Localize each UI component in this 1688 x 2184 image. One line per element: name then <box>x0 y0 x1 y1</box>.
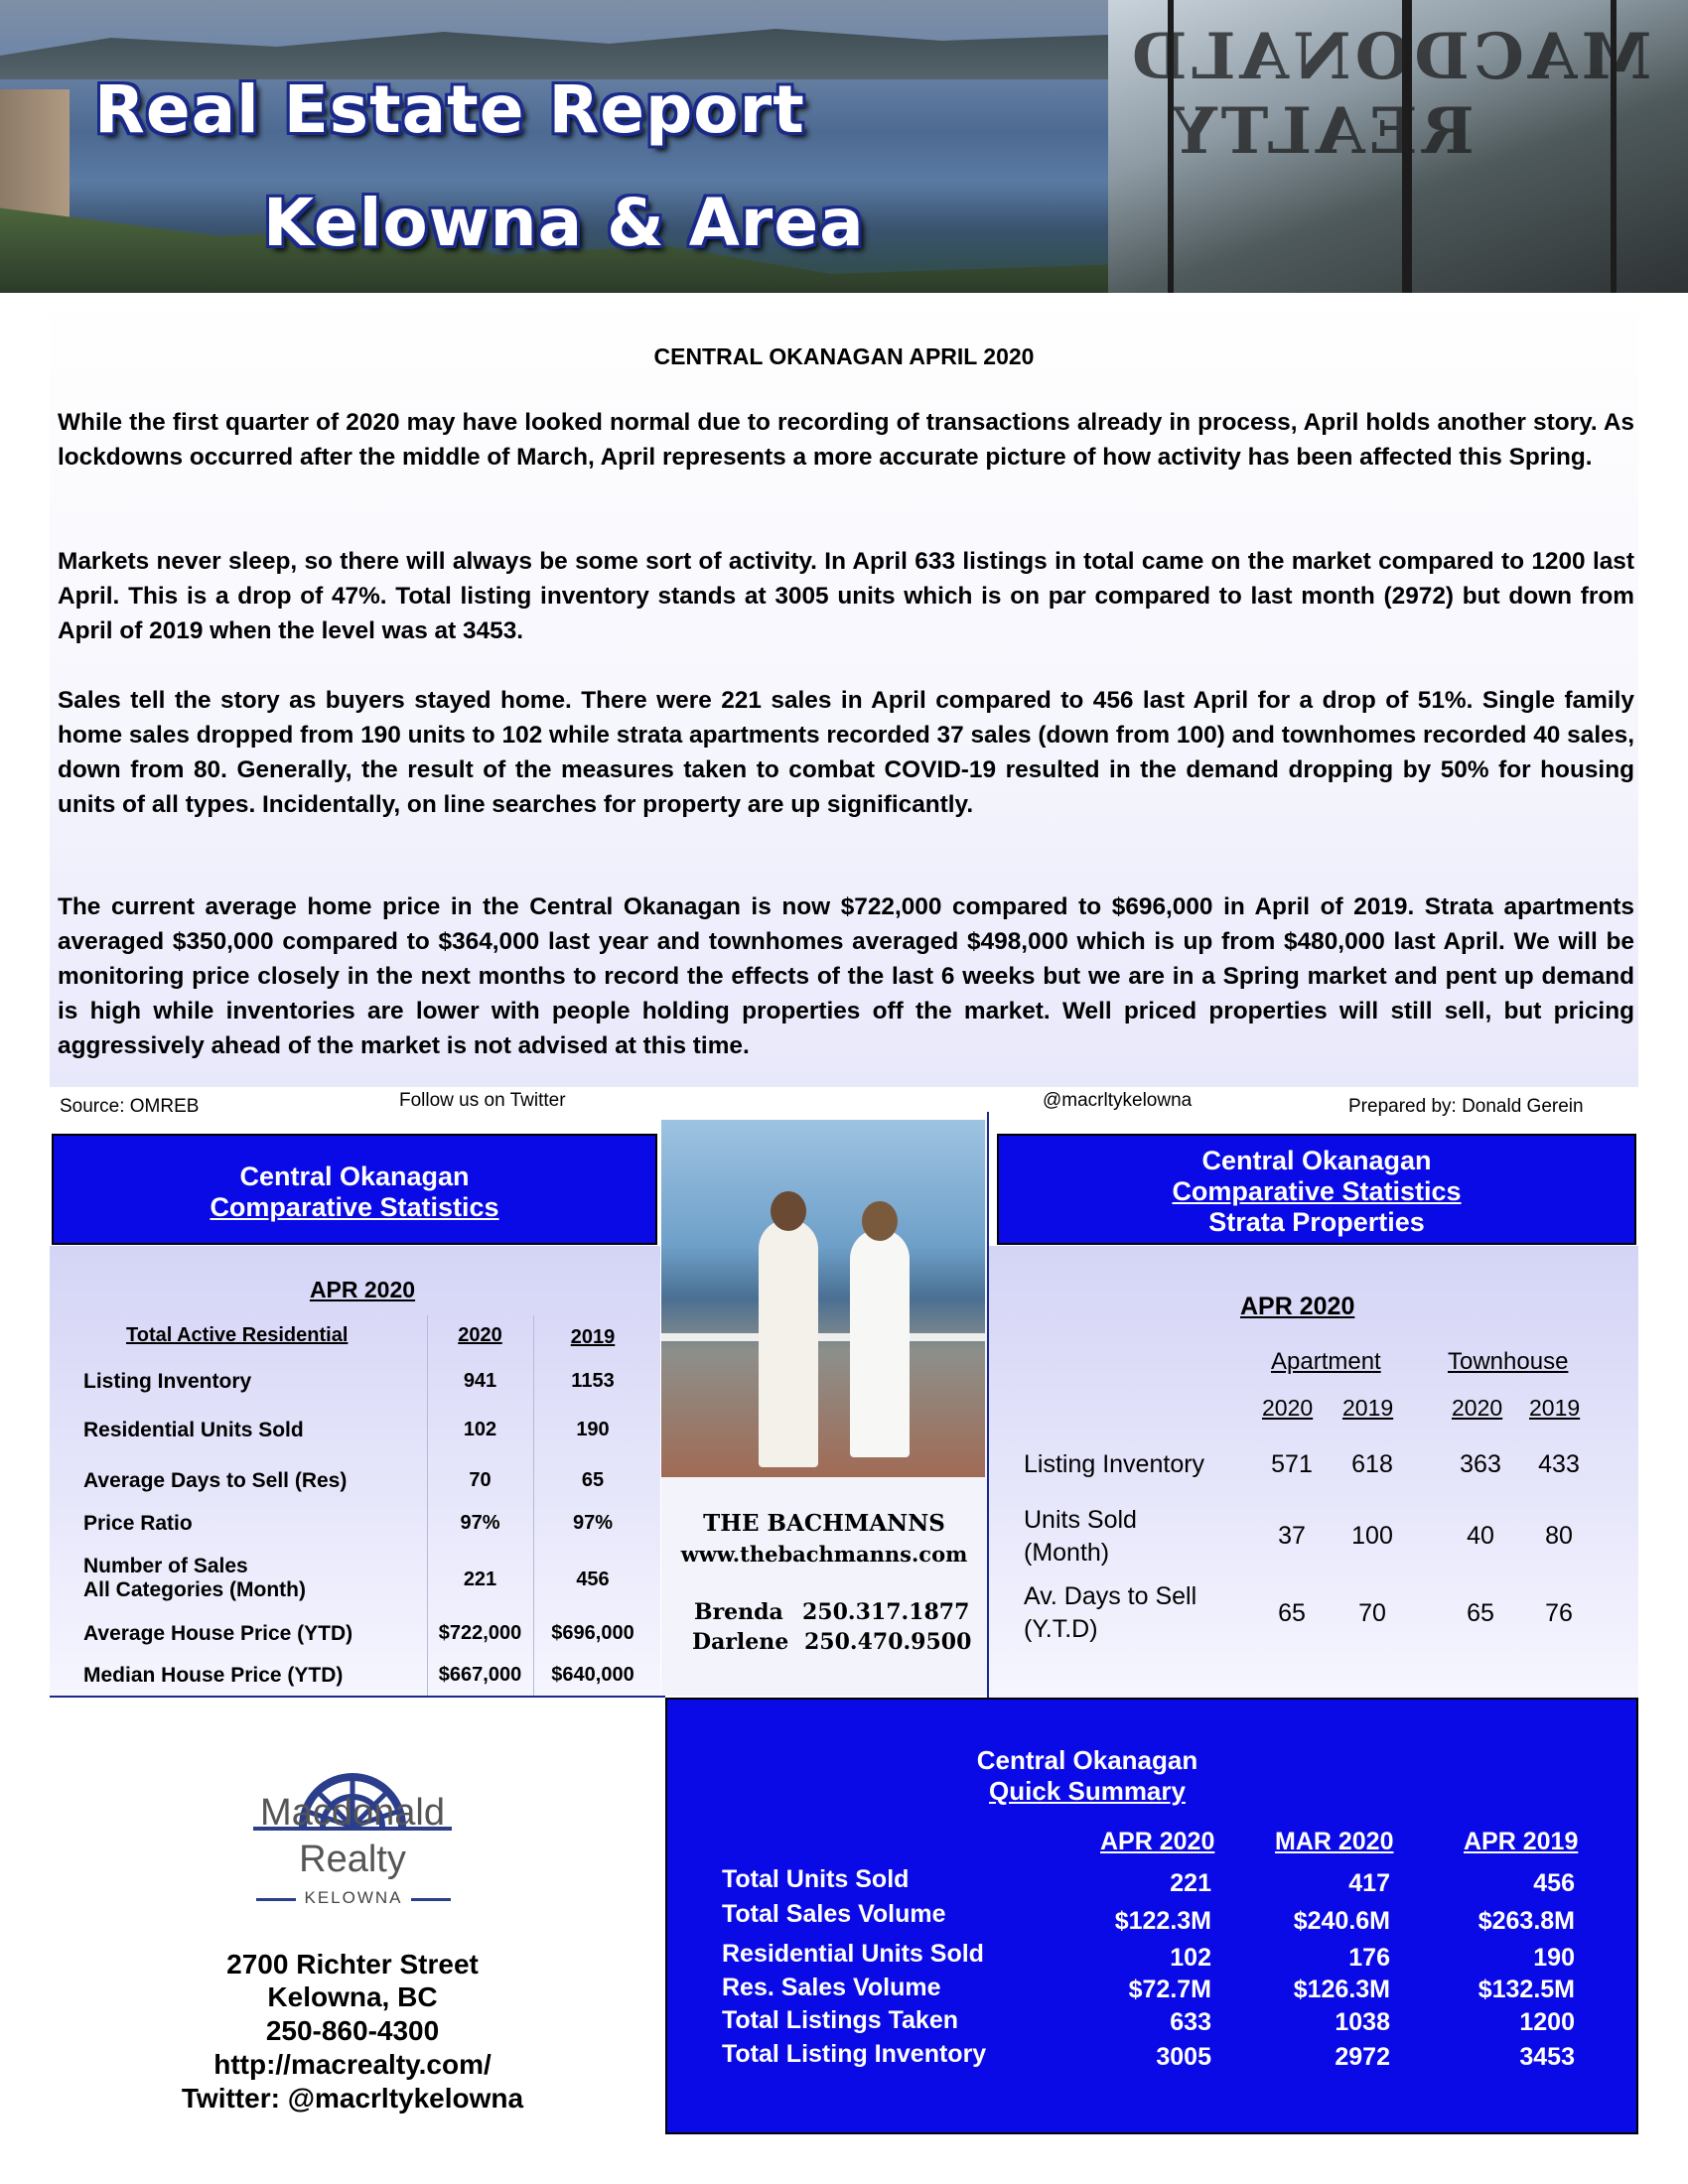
logo-rule-left <box>256 1898 296 1901</box>
summary-col-apr2019: APR 2019 <box>1464 1828 1579 1855</box>
table-cell-2020: 941 <box>463 1370 497 1392</box>
summary-title <box>665 1745 1638 1807</box>
table-row-label: Res. Sales Volume <box>722 1974 941 2001</box>
right-group-apartment: Apartment <box>1271 1348 1381 1375</box>
report-paragraph-2: Markets never sleep, so there will always be some sort of activity. In April 633 listings in total came on the market compared to 1200 last April. This is a drop of 47%. Total listing inventory stands at 3005 units which is on par compared to last month (2972) but down from April of 2019 when the level was at 3453. <box>58 548 1634 644</box>
left-col-2019: 2019 <box>570 1326 616 1348</box>
table-cell-mar2020: 176 <box>1348 1944 1390 1972</box>
table-cell-apr2019: 190 <box>1533 1944 1575 1972</box>
summary-title-line1: Central Okanagan <box>976 1745 1198 1775</box>
left-col-label: Total Active Residential <box>126 1324 349 1346</box>
report-paragraph-3: Sales tell the story as buyers stayed home. There were 221 sales in April compared to 456 last April for a drop of 51%. Single family home sales dropped from 190 units to 102 while strata apartments recorded 37 sales (down from 100) and townhomes recorded 40 sales, down from 80. Generally, the result of the measures taken to combat COVID-19 resulted in the demand dropping by 50% for housing units of all types. Incidentally, on line searches for property are up significantly. <box>58 687 1634 818</box>
table-cell-2020: 97% <box>460 1512 500 1534</box>
prepared-by: Prepared by: Donald Gerein <box>1348 1096 1584 1117</box>
table-cell-mar2020: 1038 <box>1335 2008 1390 2036</box>
table-cell-2019: 97% <box>572 1512 614 1534</box>
company-address: 2700 Richter Street <box>226 1949 479 1979</box>
agent-name-brenda: Brenda <box>694 1599 783 1625</box>
source-note: Source: OMREB <box>60 1096 200 1117</box>
table-cell-2020: $667,000 <box>438 1664 522 1686</box>
right-panel-period: APR 2020 <box>1240 1293 1355 1320</box>
table-cell-apr2019: 456 <box>1533 1869 1575 1897</box>
company-url[interactable]: http://macrealty.com/ <box>213 2049 492 2080</box>
follow-twitter-note: Follow us on Twitter <box>399 1090 566 1111</box>
report-title-line2: Kelowna & Area <box>263 185 865 261</box>
table-cell-th-2019: 76 <box>1545 1599 1573 1627</box>
table-cell-apr2019: $132.5M <box>1477 1976 1575 2003</box>
table-row-label: Listing Inventory <box>83 1370 252 1393</box>
table-row-label-2: (Y.T.D) <box>1024 1615 1098 1643</box>
table-row-label: Av. Days to Sell <box>1024 1582 1197 1610</box>
table-cell-apt-2020: 65 <box>1278 1599 1306 1627</box>
table-cell-mar2020: 2972 <box>1335 2043 1390 2071</box>
table-cell-apr2019: 3453 <box>1519 2043 1575 2071</box>
table-cell-apt-2019: 618 <box>1351 1450 1393 1478</box>
table-cell-2020: 70 <box>469 1469 492 1491</box>
agent-phone-darlene: 250.470.9500 <box>804 1629 972 1655</box>
table-cell-mar2020: 417 <box>1348 1869 1390 1897</box>
table-row-label: Total Sales Volume <box>722 1900 946 1928</box>
right-col-apt-2019: 2019 <box>1342 1395 1394 1421</box>
table-cell-apr2020: 102 <box>1170 1944 1211 1972</box>
summary-col-mar2020: MAR 2020 <box>1275 1828 1394 1855</box>
table-cell-apr2020: 3005 <box>1156 2043 1211 2071</box>
summary-title-line2: Quick Summary <box>989 1776 1186 1806</box>
report-paragraph-1: While the first quarter of 2020 may have looked normal due to recording of transactions already in process, April holds another story. As lockdowns occurred after the middle of March, April represents a more accurate picture of how activity has been affected this Spring. <box>58 409 1634 471</box>
table-cell-apt-2019: 70 <box>1358 1599 1386 1627</box>
header-banner <box>0 0 1688 293</box>
storefront-glass-text-2: REALTY <box>1168 94 1475 169</box>
report-paragraph-4: The current average home price in the Central Okanagan is now $722,000 compared to $696,000 in April of 2019. Strata apartments averaged $350,000 compared to $364,000 last year and townhomes averaged $498,000 which is up from $480,000 last April. We will be monitoring price closely in the next months to record the effects of the last 6 weeks but we are in a Spring market and pent up demand is high while inventories are lower with people holding properties off the market. Well priced properties will still sell, but pricing aggressively ahead of the market is not advised at this time. <box>58 893 1634 1059</box>
table-cell-apr2019: 1200 <box>1519 2008 1575 2036</box>
left-panel-period: APR 2020 <box>309 1277 416 1302</box>
table-cell-th-2019: 433 <box>1538 1450 1580 1478</box>
logo-text-line2: Realty <box>299 1839 406 1880</box>
table-row-label: Average Days to Sell (Res) <box>83 1469 348 1492</box>
table-cell-th-2019: 80 <box>1545 1522 1573 1550</box>
table-row-label-2: All Categories (Month) <box>83 1578 306 1601</box>
right-panel-subtitle: Comparative Statistics <box>1172 1176 1462 1206</box>
left-panel-title: Central Okanagan <box>239 1161 470 1191</box>
table-row-label: Residential Units Sold <box>83 1419 304 1441</box>
summary-col-apr2020: APR 2020 <box>1100 1828 1215 1855</box>
table-cell-apr2020: 221 <box>1170 1869 1211 1897</box>
company-phone: 250-860-4300 <box>265 2015 440 2046</box>
table-cell-apr2020: $122.3M <box>1114 1907 1211 1935</box>
right-col-th-2020: 2020 <box>1452 1395 1503 1421</box>
report-heading: CENTRAL OKANAGAN APRIL 2020 <box>653 343 1035 369</box>
table-cell-apt-2019: 100 <box>1351 1522 1393 1550</box>
agents-website[interactable]: www.thebachmanns.com <box>680 1542 968 1567</box>
left-col-2020: 2020 <box>458 1324 502 1346</box>
table-cell-mar2020: $126.3M <box>1293 1976 1390 2003</box>
logo-text-line1: Macdonald <box>260 1792 445 1834</box>
table-cell-2020: 221 <box>463 1569 497 1590</box>
agent-name-darlene: Darlene <box>692 1629 789 1655</box>
right-panel-header <box>997 1134 1636 1245</box>
left-panel-header <box>52 1134 657 1245</box>
table-row-label: Total Listings Taken <box>722 2006 958 2034</box>
right-col-apt-2020: 2020 <box>1262 1395 1314 1421</box>
right-panel-subtitle-2: Strata Properties <box>1208 1207 1425 1237</box>
table-row-label: Residential Units Sold <box>722 1940 984 1968</box>
table-row-label: Average House Price (YTD) <box>83 1622 353 1645</box>
table-cell-2020: $722,000 <box>438 1622 522 1644</box>
logo-text-line3: KELOWNA <box>304 1888 403 1907</box>
twitter-handle[interactable]: @macrltykelowna <box>1043 1090 1193 1111</box>
table-cell-2019: $640,000 <box>551 1664 634 1686</box>
table-row-label: Median House Price (YTD) <box>83 1664 344 1687</box>
company-twitter[interactable]: Twitter: @macrltykelowna <box>181 2083 524 2114</box>
table-cell-apr2020: $72.7M <box>1128 1976 1211 2003</box>
agent-phone-brenda: 250.317.1877 <box>802 1599 970 1625</box>
table-cell-mar2020: $240.6M <box>1293 1907 1390 1935</box>
table-cell-2019: 65 <box>581 1469 605 1491</box>
table-cell-apr2019: $263.8M <box>1477 1907 1575 1935</box>
table-cell-th-2020: 40 <box>1467 1522 1494 1550</box>
agents-photo <box>661 1120 985 1477</box>
storefront-photo <box>1108 0 1688 293</box>
table-row-label: Units Sold <box>1024 1506 1137 1534</box>
table-cell-apr2020: 633 <box>1170 2008 1211 2036</box>
table-row-label: Total Units Sold <box>722 1865 910 1893</box>
table-cell-2019: 456 <box>576 1569 610 1590</box>
left-panel-subtitle: Comparative Statistics <box>210 1192 499 1222</box>
table-cell-th-2020: 363 <box>1460 1450 1501 1478</box>
table-cell-apt-2020: 571 <box>1271 1450 1313 1478</box>
right-group-townhouse: Townhouse <box>1448 1348 1569 1375</box>
table-cell-2019: 190 <box>576 1419 610 1440</box>
company-city: Kelowna, BC <box>267 1981 438 2012</box>
right-panel-title: Central Okanagan <box>1201 1146 1432 1175</box>
table-cell-2020: 102 <box>463 1419 497 1440</box>
table-row-label: Listing Inventory <box>1024 1450 1205 1478</box>
storefront-glass-text: MACDONALD <box>1128 20 1652 94</box>
report-title-line1: Real Estate Report <box>94 71 805 148</box>
table-row-label: Number of Sales <box>83 1555 248 1577</box>
table-cell-th-2020: 65 <box>1467 1599 1494 1627</box>
table-row-label: Total Listing Inventory <box>722 2040 987 2068</box>
table-cell-2019: 1153 <box>571 1370 615 1392</box>
table-cell-2019: $696,000 <box>551 1622 634 1644</box>
agents-name: THE BACHMANNS <box>703 1510 945 1537</box>
table-cell-apt-2020: 37 <box>1278 1522 1306 1550</box>
table-row-label-2: (Month) <box>1024 1539 1110 1567</box>
logo-rule-right <box>411 1898 451 1901</box>
table-row-label: Price Ratio <box>83 1512 193 1535</box>
right-col-th-2019: 2019 <box>1529 1395 1581 1421</box>
